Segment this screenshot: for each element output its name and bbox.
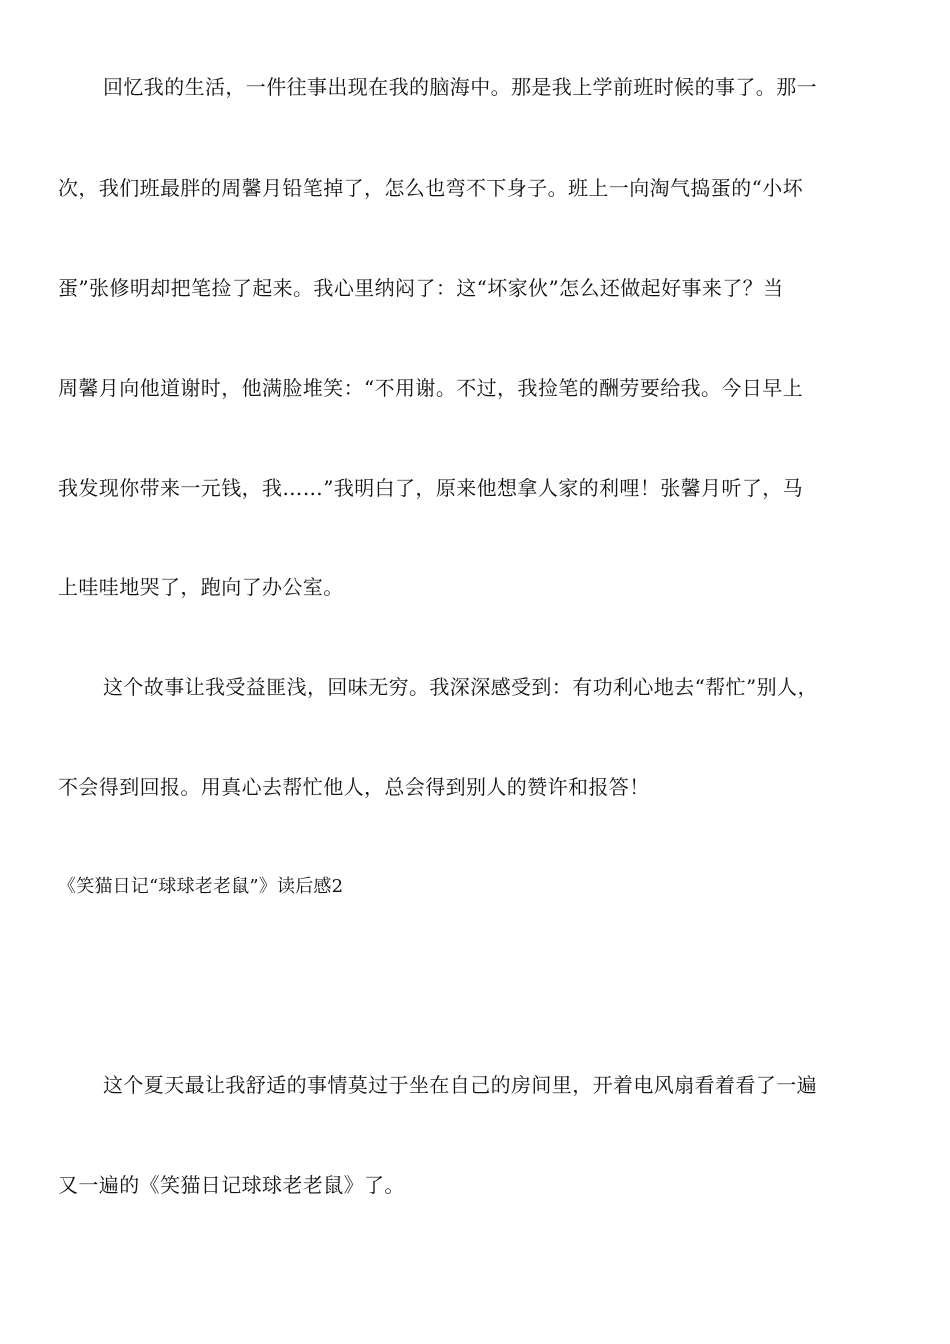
- paragraph-3-line-1: 这个夏天最让我舒适的事情莫过于坐在自己的房间里，开着电风扇看着看了一遍: [103, 1073, 817, 1097]
- paragraph-3-line-2: 又一遍的《笑猫日记球球老老鼠》了。: [58, 1173, 405, 1197]
- paragraph-2-line-2: 不会得到回报。用真心去帮忙他人，总会得到别人的赞许和报答！: [58, 775, 650, 799]
- section-heading: 《笑猫日记“球球老老鼠”》读后感2: [58, 876, 344, 897]
- paragraph-1-line-6: 上哇哇地哭了，跑向了办公室。: [58, 575, 344, 599]
- paragraph-2-line-1: 这个故事让我受益匪浅，回味无穷。我深深感受到：有功利心地去“帮忙”别人，: [103, 675, 818, 699]
- paragraph-1-line-2: 次，我们班最胖的周馨月铅笔掉了，怎么也弯不下身子。班上一向淘气捣蛋的“小坏: [58, 176, 804, 200]
- paragraph-1-line-3: 蛋”张修明却把笔捡了起来。我心里纳闷了：这“坏家伙”怎么还做起好事来了？当: [58, 276, 784, 300]
- paragraph-1-line-1: 回忆我的生活，一件往事出现在我的脑海中。那是我上学前班时候的事了。那一: [103, 75, 817, 99]
- paragraph-1-line-4: 周馨月向他道谢时，他满脸堆笑：“不用谢。不过，我捡笔的酬劳要给我。今日早上: [58, 376, 804, 400]
- paragraph-1-line-5: 我发现你带来一元钱，我……”我明白了，原来他想拿人家的利哩！张馨月听了，马: [58, 476, 804, 500]
